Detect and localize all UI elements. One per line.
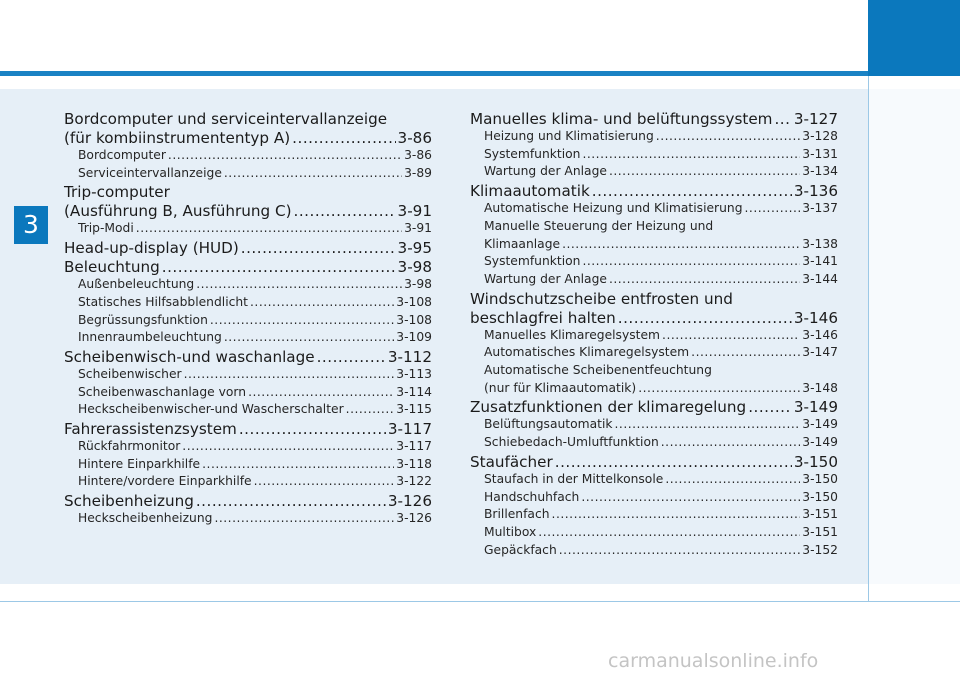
toc-entry-label: Trip-Modi [78,221,134,236]
toc-subentry[interactable] [470,524,838,542]
dot-leader [224,165,402,183]
toc-entry-label: Begrüssungsfunktion [78,312,208,327]
toc-entry-label: Windschutzscheibe entfrosten und [470,289,733,308]
toc-entry-label: Scheibenheizung [64,492,194,511]
toc-page-number: 3-89 [404,165,432,180]
toc-entry-label: Scheibenwaschanlage vorn [78,384,247,399]
chapter-number-badge: 3 [14,206,48,244]
toc-left-column [64,109,432,528]
toc-section-title[interactable] [470,110,838,128]
dot-leader [555,453,792,471]
toc-subentry[interactable] [64,366,432,384]
toc-page-number: 3-147 [802,345,838,360]
dot-leader [618,309,792,327]
toc-subentry[interactable] [470,163,838,181]
toc-entry-label: Scheibenwisch-und waschanlage [64,347,315,366]
toc-page-number: 3-152 [802,542,838,557]
toc-page-number: 3-127 [793,110,838,128]
toc-subentry[interactable] [64,312,432,330]
toc-subentry[interactable] [470,271,838,289]
toc-page-number: 3-98 [397,258,432,277]
toc-page-number: 3-126 [396,511,432,526]
dot-leader [317,348,386,366]
toc-page-number: 3-149 [802,435,838,450]
toc-page-number: 3-146 [793,308,838,327]
toc-entry-label: Beleuchtung [64,258,160,277]
toc-page-number: 3-117 [387,420,432,439]
toc-page-number: 3-150 [802,471,838,486]
dot-leader [241,239,396,257]
toc-page-number: 3-126 [387,492,432,511]
toc-subentry[interactable] [64,401,432,419]
toc-page-number: 3-149 [802,417,838,432]
toc-page-number: 3-86 [404,148,432,162]
toc-entry-label: Gepäckfach [484,542,557,557]
dot-leader [184,366,395,384]
toc-entry-label: (für kombiinstrumententyp A) [64,129,291,147]
toc-subentry[interactable] [470,128,838,146]
toc-subentry[interactable] [64,165,432,183]
dot-leader [562,236,800,254]
toc-subentry[interactable] [470,344,838,362]
toc-subentry[interactable] [64,456,432,474]
toc-section-title[interactable] [470,290,838,327]
toc-page-number: 3-117 [396,439,432,454]
dot-leader [196,492,386,510]
toc-page-number: 3-128 [802,129,838,143]
dot-leader [748,398,792,416]
toc-entry-label: Belüftungsautomatik [484,417,613,432]
dot-leader [661,434,801,452]
margin-divider [868,76,869,602]
toc-entry-label: Klimaautomatik [470,182,590,201]
toc-entry-label: Manuelles klima- und belüftungssystem [470,110,773,128]
watermark-text: carmanualsonline.info [608,650,819,672]
toc-subentry[interactable] [470,146,838,164]
dot-leader [656,128,800,146]
toc-entry-label: Staufach in der Mittelkonsole [484,471,664,486]
toc-subentry[interactable] [64,329,432,347]
toc-page-number: 3-146 [802,327,838,342]
dot-leader [559,542,801,560]
toc-page-number: 3-118 [396,456,432,471]
footer-rule [0,601,960,602]
toc-entry-label: Head-up-display (HUD) [64,239,239,258]
dot-leader [239,420,386,438]
toc-section-title[interactable] [470,398,838,416]
dot-leader [162,258,396,276]
toc-entry-label: Heckscheibenwischer-und Wascherschalter [78,402,344,417]
dot-leader [581,489,800,507]
dot-leader [210,312,394,330]
toc-page-number: 3-122 [396,474,432,489]
toc-entry-label: Hintere/vordere Einparkhilfe [78,474,252,489]
toc-subentry[interactable] [470,218,838,253]
dot-leader [592,182,792,200]
chapter-tab [868,0,960,76]
toc-entry-label: Heizung und Klimatisierung [484,129,654,143]
toc-page-number: 3-86 [397,129,432,147]
toc-subentry[interactable] [470,489,838,507]
dot-leader [582,146,800,164]
toc-entry-label: Brillenfach [484,507,550,522]
toc-entry-label: Automatisches Klimaregelsystem [484,345,690,360]
toc-subentry[interactable] [470,506,838,524]
dot-leader [774,110,791,128]
toc-entry-label: Automatische Heizung und Klimatisierung [484,201,743,216]
toc-subentry[interactable] [470,200,838,218]
toc-page-number: 3-98 [404,277,432,292]
toc-page-number: 3-150 [802,489,838,504]
toc-page-number: 3-95 [397,239,432,258]
toc-entry-label: Innenraumbeleuchtung [78,330,222,345]
toc-entry-label: Fahrerassistenzsystem [64,420,237,439]
dot-leader [250,294,394,312]
toc-page-number: 3-136 [793,182,838,201]
dot-leader [254,473,395,491]
toc-right-column [470,109,838,559]
toc-page-number: 3-141 [802,254,838,269]
toc-section-title[interactable] [64,110,432,147]
toc-page-number: 3-91 [404,221,432,236]
toc-subentry[interactable] [64,510,432,528]
toc-page-number: 3-113 [396,366,432,381]
dot-leader [609,163,800,181]
toc-entry-label: Systemfunktion [484,254,581,269]
toc-entry-label: Rückfahrmonitor [78,439,181,454]
toc-entry-label: Automatische Scheibenentfeuchtung [484,363,712,378]
toc-page-number: 3-134 [802,164,838,179]
toc-entry-label: Klimaanlage [484,236,561,251]
dot-leader [224,329,394,347]
toc-entry-label: Zusatzfunktionen der klimaregelung [470,398,747,417]
toc-page-number: 3-149 [793,398,838,417]
toc-page-number: 3-151 [802,524,838,539]
toc-page-number: 3-131 [802,146,838,161]
dot-leader [538,524,800,542]
toc-page-number: 3-108 [396,312,432,327]
dot-leader [136,220,402,238]
toc-entry-last-line[interactable] [64,202,432,220]
toc-section-title[interactable] [64,492,432,510]
dot-leader [615,416,801,434]
header-rule [0,71,868,76]
toc-page-number: 3-144 [802,271,838,286]
toc-subentry[interactable] [64,147,432,165]
toc-entry-label: Systemfunktion [484,146,581,161]
toc-entry-label: Staufächer [470,452,553,471]
toc-entry-label: Statisches Hilfsabblendlicht [78,294,248,309]
toc-subentry[interactable] [64,276,432,294]
dot-leader [691,344,800,362]
dot-leader [196,276,402,294]
toc-page-number: 3-109 [396,330,432,345]
toc-entry-label: Heckscheibenheizung [78,511,213,526]
dot-leader [168,147,402,165]
toc-page-number: 3-108 [396,294,432,309]
toc-entry-label: (Ausführung B, Ausführung C) [64,202,292,221]
dot-leader [638,380,800,398]
toc-subentry[interactable] [470,471,838,489]
toc-page-number: 3-114 [396,384,432,399]
toc-entry-last-line[interactable] [470,236,838,254]
toc-subentry[interactable] [64,220,432,238]
toc-page-number: 3-138 [802,236,838,251]
dot-leader [609,271,800,289]
toc-section-title[interactable] [64,420,432,438]
toc-page-number: 3-115 [396,402,432,417]
toc-page-number: 3-112 [387,347,432,366]
toc-section-title[interactable] [64,348,432,366]
toc-entry-last-line[interactable] [64,129,432,147]
toc-section-title[interactable] [64,239,432,257]
toc-section-title[interactable] [64,183,432,220]
toc-subentry[interactable] [470,434,838,452]
toc-subentry[interactable] [64,294,432,312]
dot-leader [552,506,801,524]
toc-subentry[interactable] [64,438,432,456]
toc-page-number: 3-91 [397,202,432,221]
side-margin [868,89,960,584]
toc-entry-label: (nur für Klimaautomatik) [484,380,637,395]
toc-subentry[interactable] [470,542,838,560]
toc-entry-label: Serviceintervallanzeige [78,165,222,180]
toc-entry-label: Hintere Einparkhilfe [78,456,201,471]
toc-subentry[interactable] [470,362,838,397]
toc-page-number: 3-137 [802,201,838,216]
toc-entry-label: Schiebedach-Umluftfunktion [484,435,659,450]
dot-leader [346,401,395,419]
toc-entry-label: Bordcomputer [78,148,166,162]
dot-leader [665,471,800,489]
toc-section-title[interactable] [64,258,432,276]
dot-leader [292,129,395,147]
toc-subentry[interactable] [470,416,838,434]
dot-leader [214,510,394,528]
toc-entry-label: Wartung der Anlage [484,164,607,179]
toc-subentry[interactable] [470,253,838,271]
toc-section-title[interactable] [470,182,838,200]
toc-section-title[interactable] [470,453,838,471]
toc-entry-label: Wartung der Anlage [484,271,607,286]
toc-entry-label: Scheibenwischer [78,366,182,381]
toc-entry-label: beschlagfrei halten [470,308,616,327]
toc-entry-label: Außenbeleuchtung [78,277,195,292]
dot-leader [202,456,394,474]
toc-entry-label: Manuelle Steuerung der Heizung und [484,218,714,233]
toc-entry-label: Bordcomputer und serviceintervallanzeige [64,110,388,128]
dot-leader [662,327,800,345]
toc-entry-label: Handschuhfach [484,489,580,504]
toc-subentry[interactable] [470,327,838,345]
toc-subentry[interactable] [64,473,432,491]
toc-page-number: 3-150 [793,452,838,471]
toc-entry-label: Manuelles Klimaregelsystem [484,327,661,342]
toc-entry-label: Multibox [484,524,537,539]
toc-entry-last-line[interactable] [470,380,838,398]
toc-subentry[interactable] [64,384,432,402]
toc-page-number: 3-148 [802,380,838,395]
toc-entry-label: Trip-computer [64,183,170,202]
toc-entry-last-line[interactable] [470,309,838,327]
dot-leader [248,384,394,402]
toc-page-number: 3-151 [802,507,838,522]
dot-leader [582,253,800,271]
dot-leader [182,438,394,456]
dot-leader [294,202,396,220]
dot-leader [745,200,801,218]
